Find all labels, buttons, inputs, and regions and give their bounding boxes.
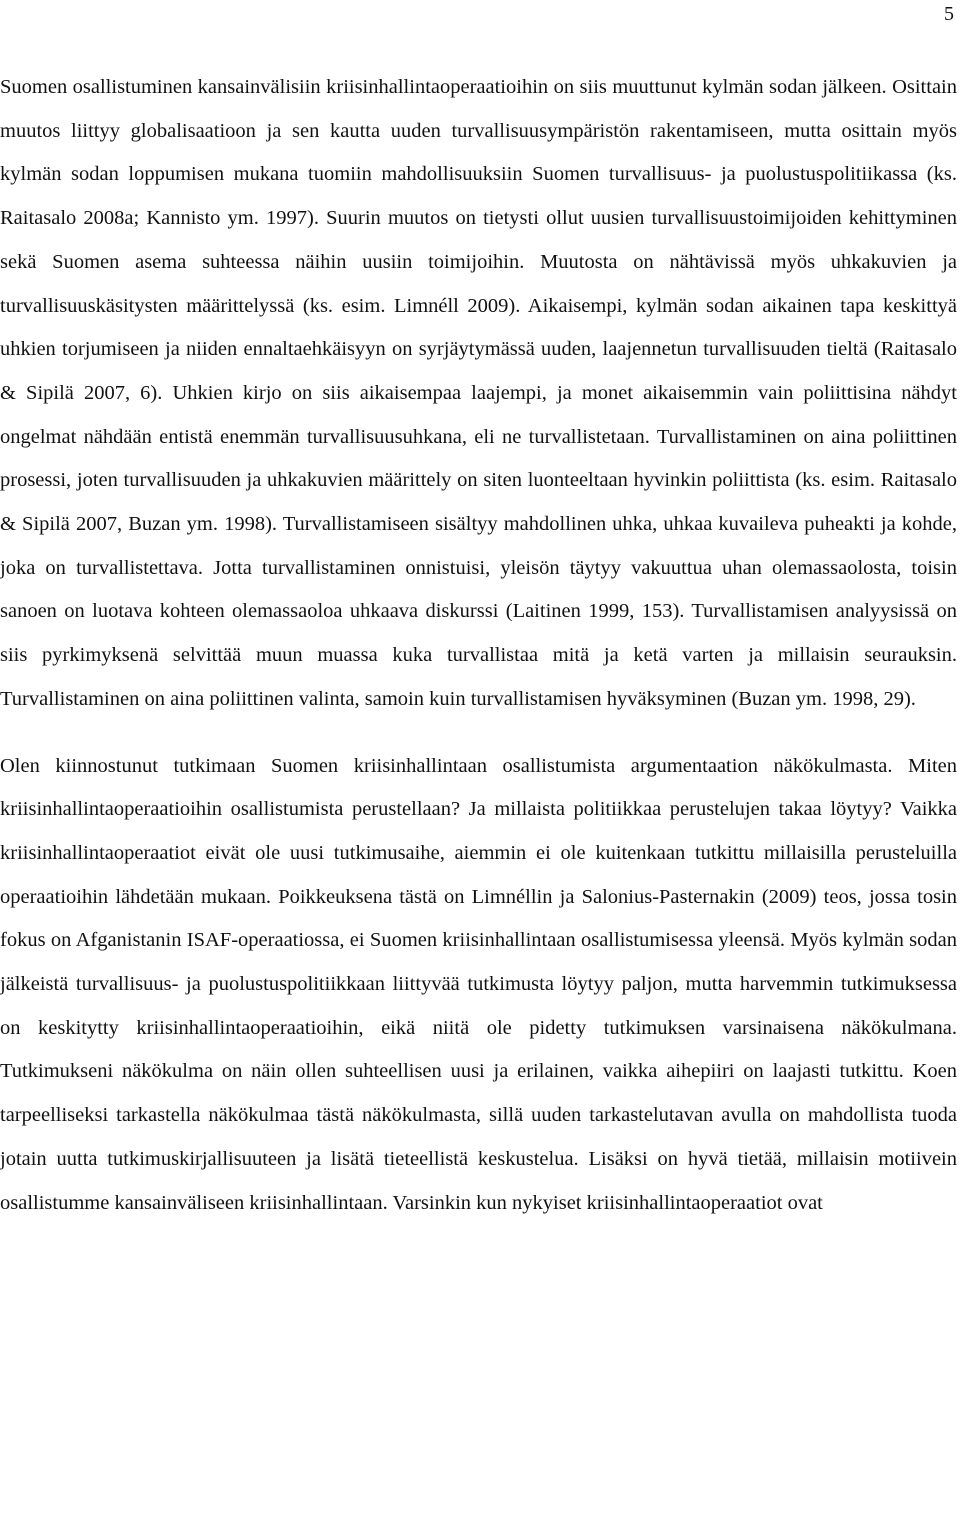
paragraph-security-changes: Suomen osallistuminen kansainvälisiin kriisinhallintaoperaatioihin on siis muuttunut kylmän sodan jälkeen. Osittain muutos liittyy globalisaatioon ja sen kautta uuden turvallisuusympäristön rakentamiseen, mutta osittain myös kylmän sodan loppumisen mukana tuomiin mahdollisuuksiin Suomen turvallisuus- ja puolustuspolitiikassa (ks. Raitasalo 2008a; Kannisto ym. 1997). Suurin muutos on tietysti ollut uusien turvallisuustoimijoiden kehittyminen sekä Suomen asema suhteessa näihin uusiin toimijoihin. Muutosta on nähtävissä myös uhkakuvien ja turvallisuuskäsitysten määrittelyssä (ks. esim. Limnéll 2009). Aikaisempi, kylmän sodan aikainen tapa keskittyä uhkien torjumiseen ja niiden ennaltaehkäisyyn on syrjäytymässä uuden, laajennetun turvallisuuden tieltä (Raitasalo & Sipilä 2007, 6). Uhkien kirjo on siis aikaisempaa laajempi, ja monet aikaisemmin vain poliittisina nähdyt ongelmat nähdään entistä enemmän turvallisuusuhkana, eli ne turvallistetaan. Turvallistaminen on aina poliittinen prosessi, joten turvallisuuden ja uhkakuvien määrittely on siten luonteeltaan hyvinkin poliittista (ks. esim. Raitasalo & Sipilä 2007, Buzan ym. 1998). Turvallistamiseen sisältyy mahdollinen uhka, uhkaa kuvaileva puheakti ja kohde, joka on turvallistettava. Jotta turvallistaminen onnistuisi, yleisön täytyy vakuuttua uhan olemassaolosta, toisin sanoen on luotava kohteen olemassaoloa uhkaava diskurssi (Laitinen 1999, 153). Turvallistamisen analyysissä on siis pyrkimyksenä selvittää muun muassa kuka turvallistaa mitä ja ketä varten ja millaisin seurauksin. Turvallistaminen on aina poliittinen valinta, samoin kuin turvallistamisen hyväksyminen (Buzan ym. 1998, 29). bbox=[0, 76, 957, 710]
page-number: 5 bbox=[944, 3, 954, 25]
document-body bbox=[0, 66, 957, 1225]
paragraph-research-interest: Olen kiinnostunut tutkimaan Suomen kriisinhallintaan osallistumista argumentaation näkökulmasta. Miten kriisinhallintaoperaatioihin osallistumista perustellaan? Ja millaista politiikkaa perustelujen takaa löytyy? Vaikka kriisinhallintaoperaatiot eivät ole uusi tutkimusaihe, aiemmin ei ole kuitenkaan tutkittu millaisilla perusteluilla operaatioihin lähdetään mukaan. Poikkeuksena tästä on Limnéllin ja Salonius-Pasternakin (2009) teos, jossa tosin fokus on Afganistanin ISAF-operaatiossa, ei Suomen kriisinhallintaan osallistumisessa yleensä. Myös kylmän sodan jälkeistä turvallisuus- ja puolustuspolitiikkaan liittyvää tutkimusta löytyy paljon, mutta harvemmin tutkimuksessa on keskitytty kriisinhallintaoperaatioihin, eikä niitä ole pidetty tutkimuksen varsinaisena näkökulmana. Tutkimukseni näkökulma on näin ollen suhteellisen uusi ja erilainen, vaikka aihepiiri on laajasti tutkittu. Koen tarpeelliseksi tarkastella näkökulmaa tästä näkökulmasta, sillä uuden tarkastelutavan avulla on mahdollista tuoda jotain uutta tutkimuskirjallisuuteen ja lisätä tieteellistä keskustelua. Lisäksi on hyvä tietää, millaisin motiivein osallistumme kansainväliseen kriisinhallintaan. Varsinkin kun nykyiset kriisinhallintaoperaatiot ovat bbox=[0, 754, 957, 1214]
